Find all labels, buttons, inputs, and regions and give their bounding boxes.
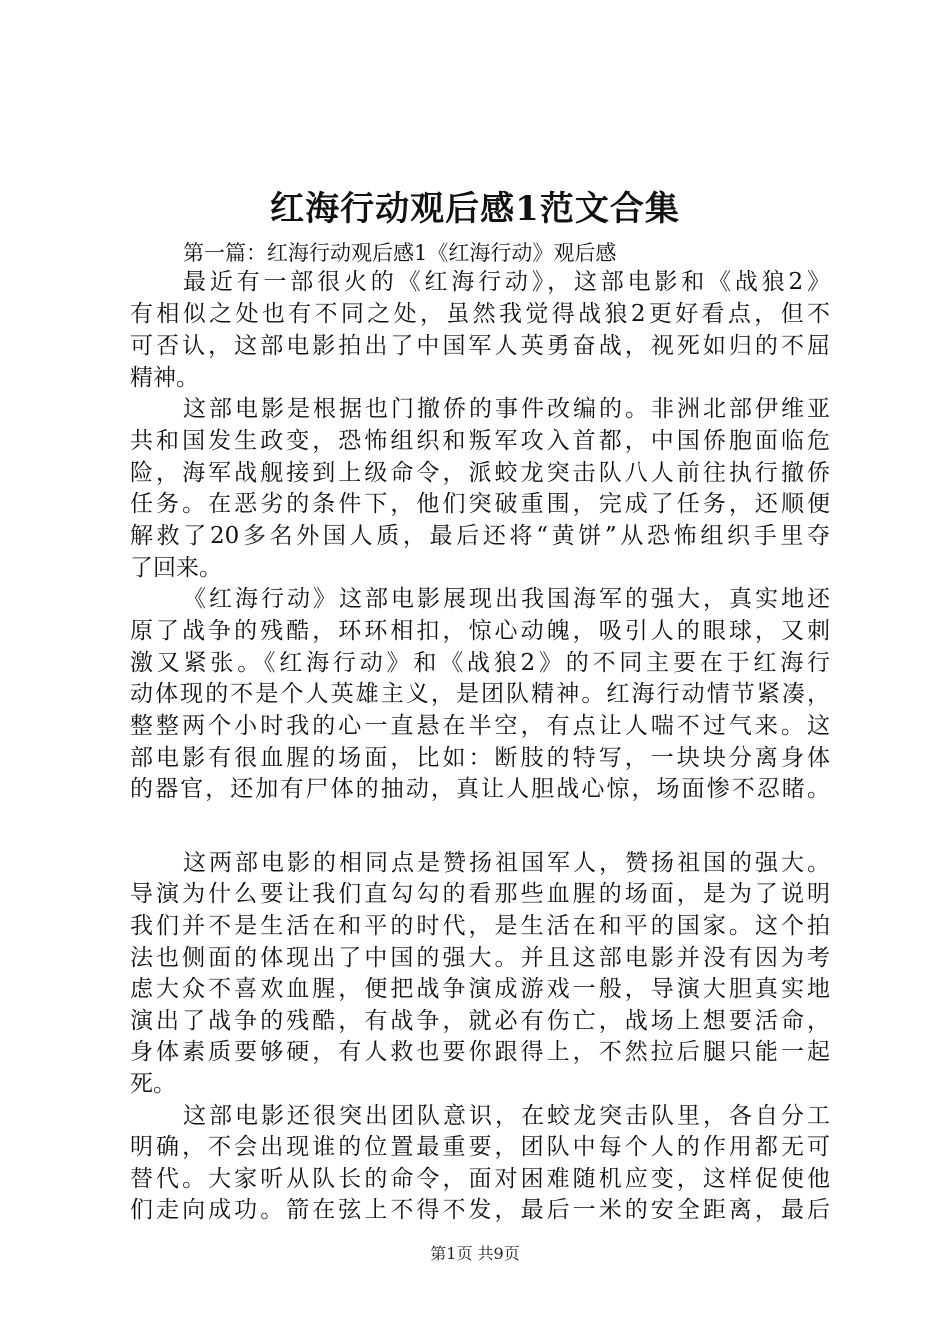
paragraph-line: 这部电影还很突出团队意识，在蛟龙突击队里，各自分工 xyxy=(183,1103,830,1129)
paragraph-line: 这两部电影的相同点是赞扬祖国军人，赞扬祖国的强大。 xyxy=(183,850,830,876)
paragraph-line: 部电影有很血腥的场面，比如：断肢的特写，一块块分离身体 xyxy=(130,745,830,771)
paragraph-line: 共和国发生政变，恐怖组织和叛军攻入首都，中国侨胞面临危 xyxy=(130,428,830,454)
paragraph-line: 虑大众不喜欢血腥，便把战争演成游戏一般，导演大胆真实地 xyxy=(130,976,830,1002)
paragraph-line: 导演为什么要让我们直勾勾的看那些血腥的场面，是为了说明 xyxy=(130,881,830,907)
paragraph-line: 的器官，还加有尸体的抽动，真让人胆战心惊，场面惨不忍睹。 xyxy=(130,776,830,802)
page-number-footer: 第1页 共9页 xyxy=(430,1244,520,1263)
paragraph-line: 最近有一部很火的《红海行动》，这部电影和《战狼2》 xyxy=(183,269,830,295)
paragraph-line: 死。 xyxy=(130,1071,176,1097)
paragraph-line: 这部电影是根据也门撤侨的事件改编的。非洲北部伊维亚 xyxy=(183,396,830,422)
paragraph-line: 动体现的不是个人英雄主义，是团队精神。红海行动情节紧凑， xyxy=(130,681,830,707)
paragraph-line: 可否认，这部电影拍出了中国军人英勇奋战，视死如归的不屈 xyxy=(130,333,830,359)
paragraph-line: 激又紧张。《红海行动》和《战狼2》的不同主要在于红海行 xyxy=(130,650,830,676)
paragraph-line: 险，海军战舰接到上级命令，派蛟龙突击队八人前往执行撤侨 xyxy=(130,460,830,486)
paragraph-line: 演出了战争的残酷，有战争，就必有伤亡，战场上想要活命， xyxy=(130,1008,830,1034)
paragraph-line: 身体素质要够硬，有人救也要你跟得上，不然拉后腿只能一起 xyxy=(130,1039,830,1065)
paragraph-line: 们走向成功。箭在弦上不得不发，最后一米的安全距离，最后 xyxy=(130,1197,830,1223)
paragraph-line: 精神。 xyxy=(130,365,199,391)
section-heading: 第一篇：红海行动观后感1《红海行动》观后感 xyxy=(183,241,617,265)
paragraph-line: 整整两个小时我的心一直悬在半空，有点让人喘不过气来。这 xyxy=(130,713,830,739)
paragraph-line: 任务。在恶劣的条件下，他们突破重围，完成了任务，还顺便 xyxy=(130,491,830,517)
paragraph-line: 替代。大家听从队长的命令，面对困难随机应变，这样促使他 xyxy=(130,1166,830,1192)
paragraph-line: 了回来。 xyxy=(130,555,222,581)
document-title: 红海行动观后感1范文合集 xyxy=(270,189,680,229)
paragraph-line: 我们并不是生活在和平的时代，是生活在和平的国家。这个拍 xyxy=(130,913,830,939)
paragraph-line: 原了战争的残酷，环环相扣，惊心动魄，吸引人的眼球，又刺 xyxy=(130,618,830,644)
paragraph-line: 有相似之处也有不同之处，虽然我觉得战狼2更好看点，但不 xyxy=(130,301,830,327)
paragraph-line: 明确，不会出现谁的位置最重要，团队中每个人的作用都无可 xyxy=(130,1134,830,1160)
paragraph-line: 《红海行动》这部电影展现出我国海军的强大，真实地还 xyxy=(183,586,830,612)
paragraph-line: 解救了20多名外国人质，最后还将“黄饼”从恐怖组织手里夺 xyxy=(130,523,830,549)
paragraph-line: 法也侧面的体现出了中国的强大。并且这部电影并没有因为考 xyxy=(130,945,830,971)
